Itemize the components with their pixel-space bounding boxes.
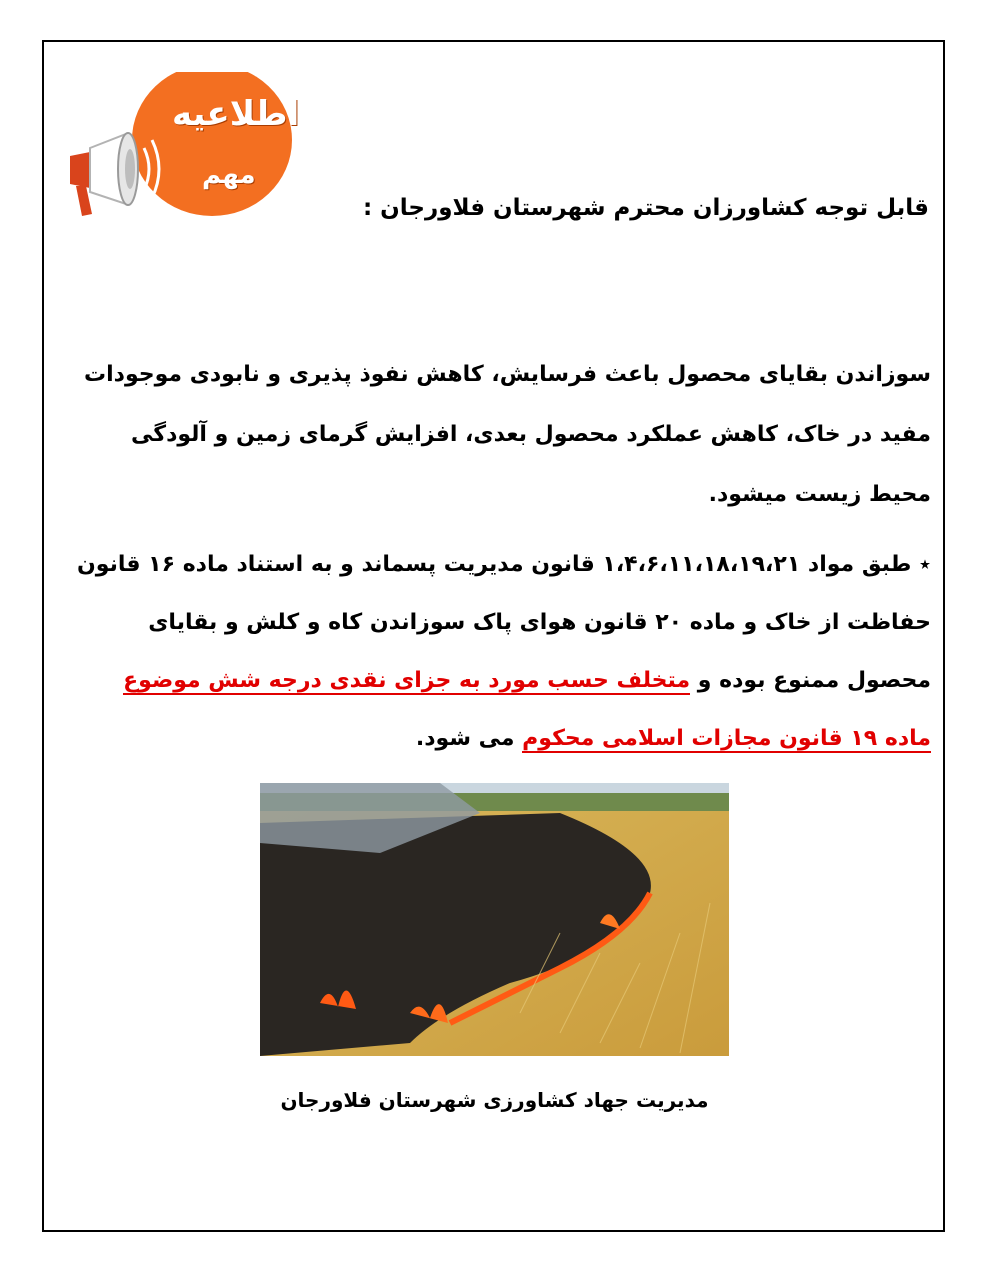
badge-subtitle: مهم [202, 160, 256, 190]
burning-field-photo [260, 783, 729, 1056]
notice-heading: قابل توجه کشاورزان محترم شهرستان فلاورجان : [362, 195, 929, 221]
paragraph-legal-basis [71, 536, 931, 768]
legal-text-end: می شود. [415, 726, 523, 751]
important-notice-badge [64, 72, 300, 222]
badge-title: اطلاعیه [172, 94, 300, 134]
legal-text-start: ٭ طبق مواد ۱،۴،۶،۱۱،۱۸،۱۹،۲۱ قانون مدیریت پسماند و به استناد ماده ۱۶ قانون حفاظت از خاک و ماده ۲۰ قانون هوای پاک سوزاندن کاه و کلش و بقایای محصول ممنوع بوده و [77, 552, 931, 693]
paragraph-burning-effects: سوزاندن بقایای محصول باعث فرسایش، کاهش نفوذ پذیری و نابودی موجودات مفید در خاک، کاهش عملکرد محصول بعدی، افزایش گرمای زمین و آلودگی محیط زیست میشود. [84, 362, 931, 507]
footer-signature: مدیریت جهاد کشاورزی شهرستان فلاورجان [280, 1088, 709, 1112]
penalty-highlight: متخلف حسب مورد به جزای نقدی درجه شش موضوع ماده ۱۹ قانون مجازات اسلامی محکوم [123, 668, 931, 751]
